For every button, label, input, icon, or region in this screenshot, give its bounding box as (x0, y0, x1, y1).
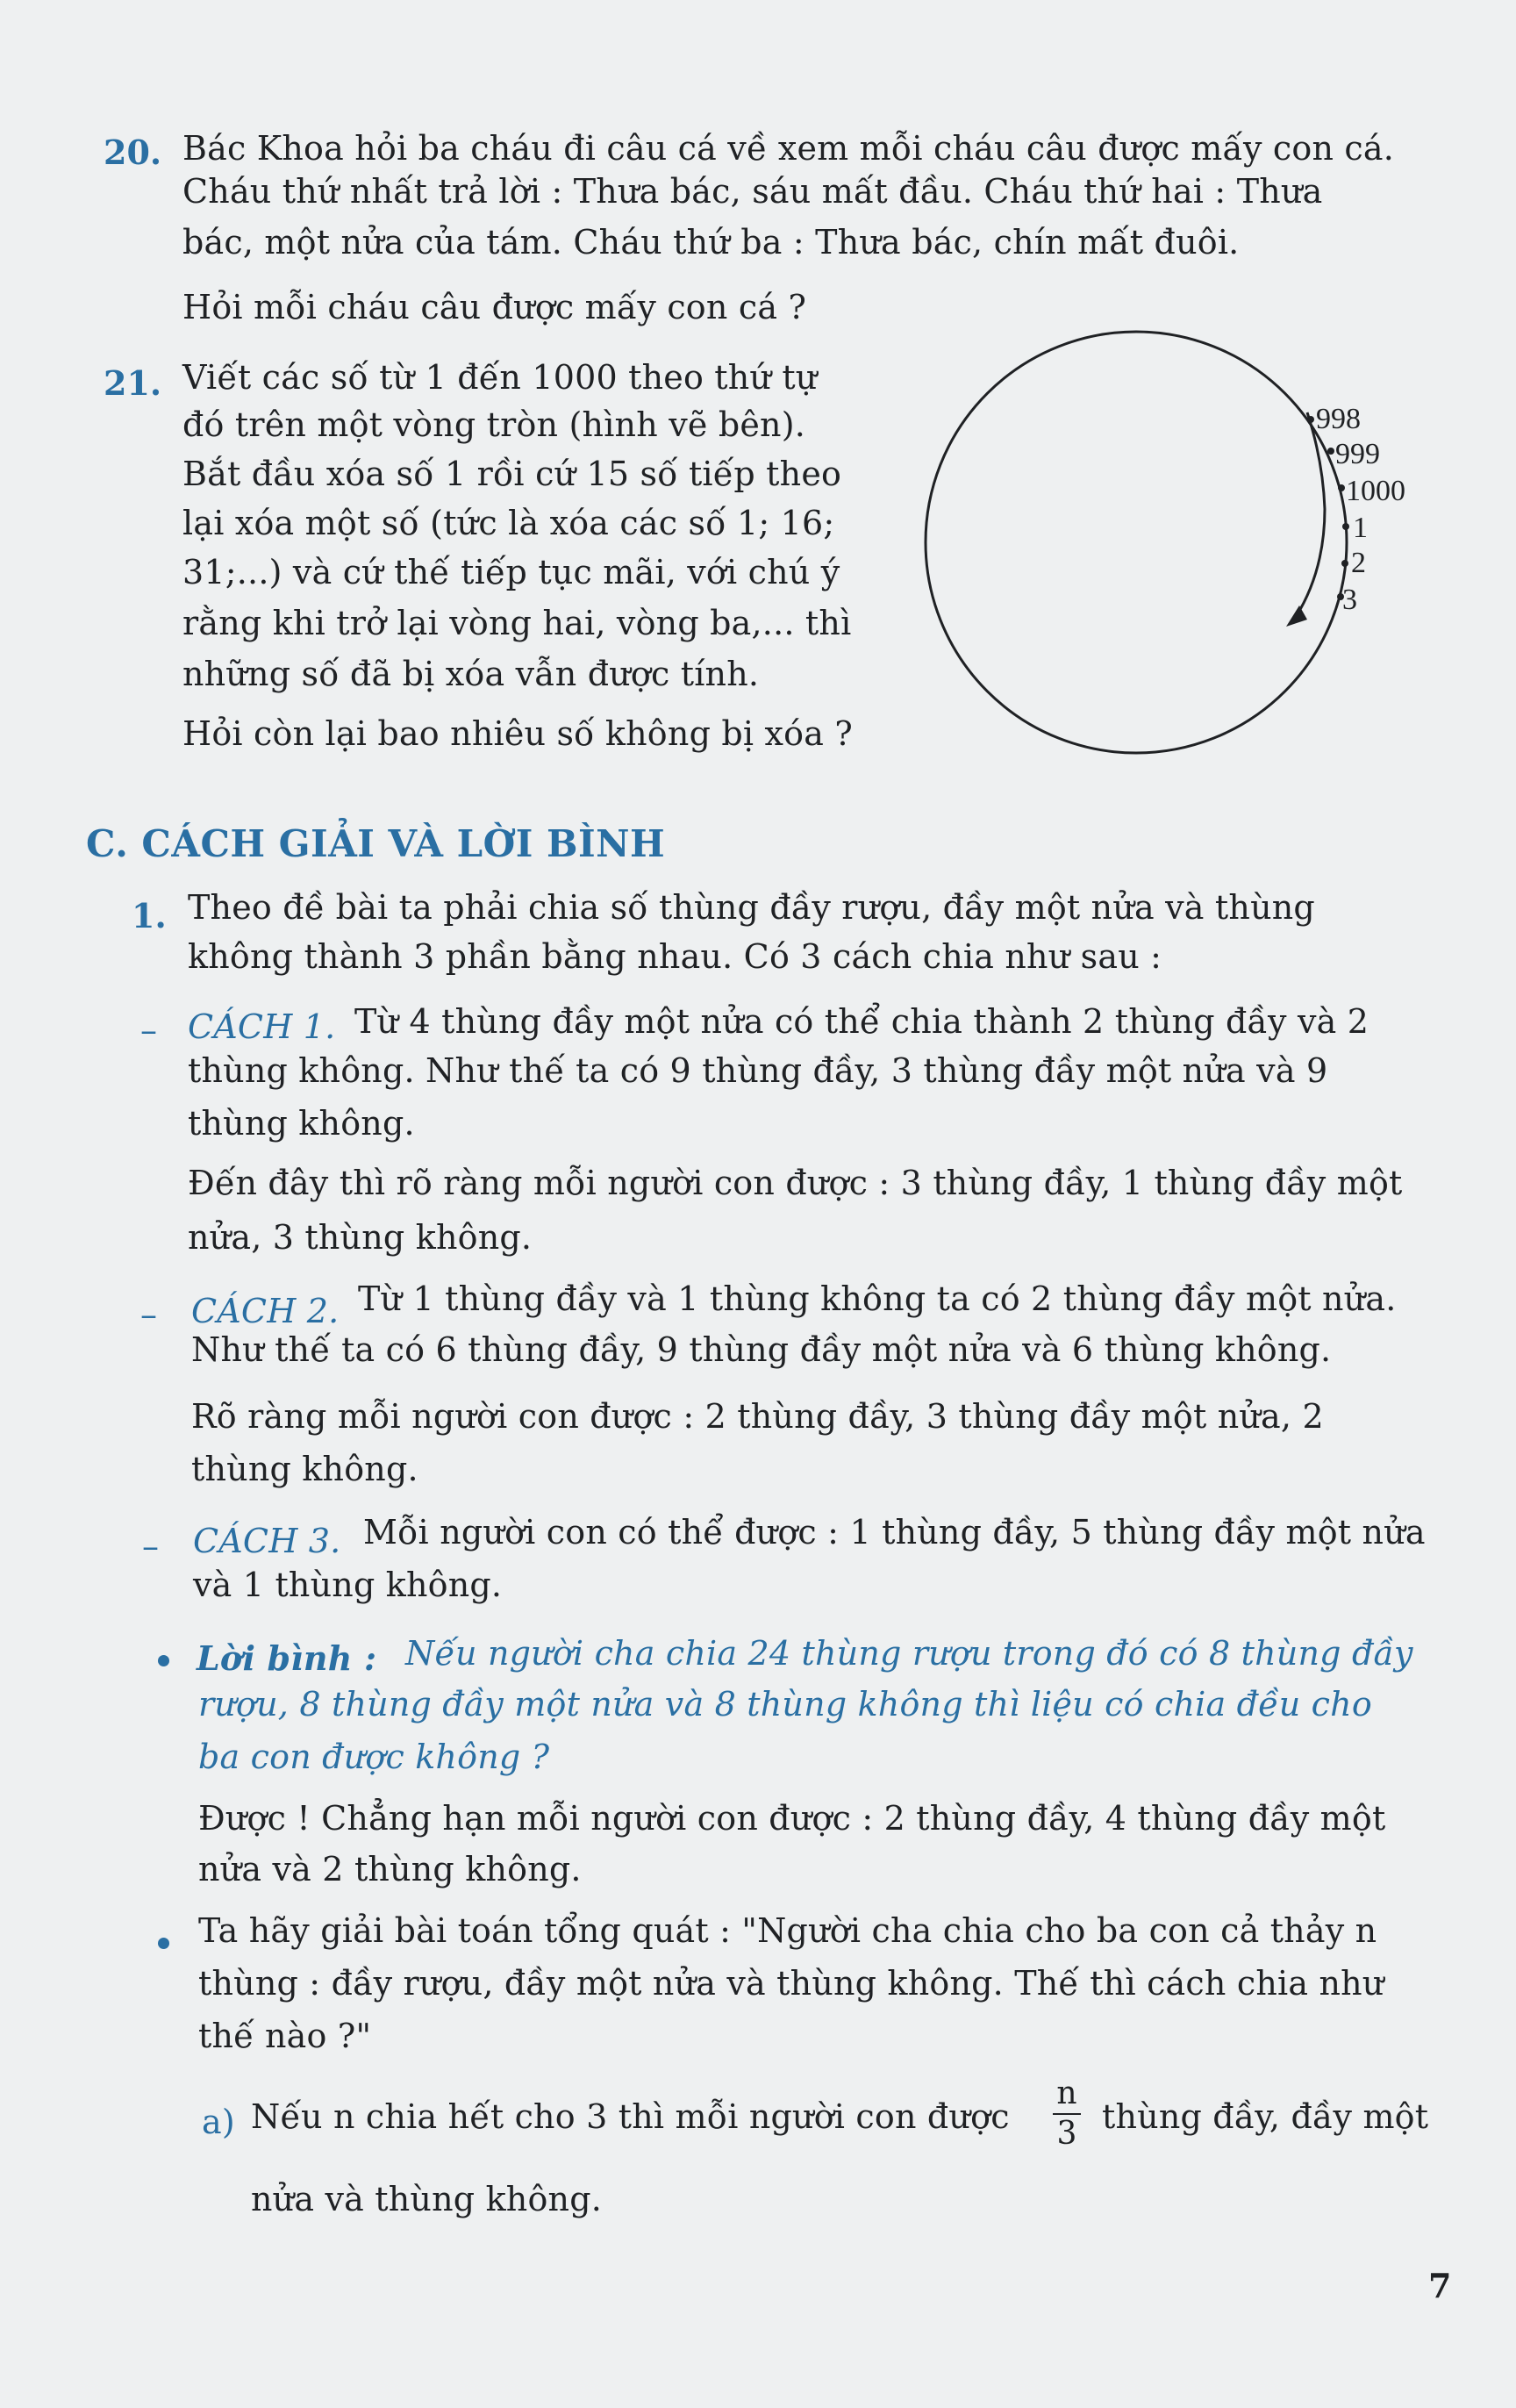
fraction-numerator: n (1056, 2075, 1077, 2111)
fraction-bar (1053, 2113, 1081, 2115)
general-bullet (158, 1938, 169, 1949)
case-a-text-after: thùng đầy, đầy một (1102, 2097, 1429, 2136)
problem-21-number: 21. (104, 363, 162, 403)
general-line-2: thùng : đầy rượu, đầy một nửa và thùng không. Thế thì cách chia như (198, 1964, 1384, 2003)
section-heading: C. CÁCH GIẢI VÀ LỜI BÌNH (86, 822, 666, 865)
problem-21-line-2: đó trên một vòng tròn (hình vẽ bên). (182, 405, 806, 444)
point-1 (1342, 523, 1349, 530)
point-1000 (1338, 484, 1345, 491)
cach-1-line-1: Từ 4 thùng đầy một nửa có thể chia thành 2 thùng đầy và 2 (354, 1002, 1369, 1041)
cach-1-label: CÁCH 1. (188, 1007, 336, 1046)
direction-arrowhead (1286, 606, 1307, 627)
problem-21-line-4: lại xóa một số (tức là xóa các số 1; 16; (182, 504, 835, 542)
cach-1-line-4: Đến đây thì rõ ràng mỗi người con được : 3 thùng đầy, 1 thùng đầy một (188, 1164, 1403, 1202)
problem-20-line-1: Bác Khoa hỏi ba cháu đi câu cá về xem mỗi cháu câu được mấy con cá. (182, 129, 1395, 168)
loi-binh-answer-1: Được ! Chẳng hạn mỗi người con được : 2 thùng đầy, 4 thùng đầy một (198, 1799, 1386, 1838)
cach-3-dash: – (142, 1527, 159, 1566)
loi-binh-line-3: ba con được không ? (198, 1738, 550, 1776)
problem-20-line-3: bác, một nửa của tám. Cháu thứ ba : Thưa bác, chín mất đuôi. (182, 223, 1240, 262)
label-999: 999 (1335, 438, 1380, 470)
case-a-text-before: Nếu n chia hết cho 3 thì mỗi người con được (251, 2097, 1010, 2136)
problem-20-question: Hỏi mỗi cháu câu được mấy con cá ? (182, 288, 807, 326)
solution-1-number: 1. (132, 896, 167, 935)
cach-1-line-5: nửa, 3 thùng không. (188, 1218, 533, 1257)
cach-2-label: CÁCH 2. (191, 1292, 340, 1330)
label-998: 998 (1316, 403, 1361, 435)
cach-2-dash: – (140, 1295, 157, 1334)
solution-1-intro-2: không thành 3 phần bằng nhau. Có 3 cách chia như sau : (188, 937, 1162, 976)
page-number: 7 (1428, 2266, 1452, 2305)
label-1: 1 (1353, 512, 1368, 544)
problem-21-question: Hỏi còn lại bao nhiêu số không bị xóa ? (182, 714, 853, 753)
case-a-label: a) (202, 2103, 235, 2141)
number-circle (926, 332, 1347, 753)
solution-1-intro-1: Theo đề bài ta phải chia số thùng đầy rượu, đầy một nửa và thùng (188, 888, 1315, 927)
point-998 (1307, 416, 1314, 423)
general-line-1: Ta hãy giải bài toán tổng quát : "Người cha chia cho ba con cả thảy n (198, 1911, 1377, 1950)
point-2 (1341, 560, 1348, 567)
cach-2-line-2: Như thế ta có 6 thùng đầy, 9 thùng đầy một nửa và 6 thùng không. (191, 1330, 1332, 1369)
problem-21-line-3: Bắt đầu xóa số 1 rồi cứ 15 số tiếp theo (182, 455, 842, 493)
loi-binh-bullet (158, 1655, 169, 1666)
problem-20-number: 20. (104, 133, 162, 172)
circle-figure (904, 316, 1430, 772)
loi-binh-label: Lời bình : (197, 1638, 377, 1678)
cach-3-label: CÁCH 3. (193, 1522, 341, 1560)
loi-binh-line-1: Nếu người cha chia 24 thùng rượu trong đó có 8 thùng đầy (405, 1634, 1413, 1673)
problem-21-line-6: rằng khi trở lại vòng hai, vòng ba,... thì (182, 604, 852, 642)
cach-3-line-1: Mỗi người con có thể được : 1 thùng đầy, 5 thùng đầy một nửa (363, 1513, 1426, 1552)
problem-21-line-5: 31;...) và cứ thế tiếp tục mãi, với chú ý (182, 553, 840, 591)
label-3: 3 (1342, 584, 1357, 616)
cach-3-line-2: và 1 thùng không. (193, 1566, 503, 1604)
loi-binh-line-2: rượu, 8 thùng đầy một nửa và 8 thùng không thì liệu có chia đều cho (198, 1685, 1372, 1724)
fraction-denominator: 3 (1056, 2116, 1077, 2152)
cach-1-line-3: thùng không. (188, 1104, 415, 1143)
case-a-line-2: nửa và thùng không. (251, 2180, 603, 2218)
cach-2-line-1: Từ 1 thùng đầy và 1 thùng không ta có 2 thùng đầy một nửa. (358, 1279, 1397, 1318)
case-a-fraction (1049, 2076, 1084, 2152)
cach-1-dash: – (140, 1011, 157, 1050)
cach-1-line-2: thùng không. Như thế ta có 9 thùng đầy, 3 thùng đầy một nửa và 9 (188, 1051, 1328, 1090)
cach-2-line-3: Rõ ràng mỗi người con được : 2 thùng đầy, 3 thùng đầy một nửa, 2 (191, 1397, 1324, 1436)
problem-21-line-1: Viết các số từ 1 đến 1000 theo thứ tự (182, 358, 818, 397)
loi-binh-answer-2: nửa và 2 thùng không. (198, 1850, 582, 1888)
general-line-3: thế nào ?" (198, 2017, 372, 2055)
label-1000: 1000 (1346, 475, 1405, 507)
label-2: 2 (1351, 547, 1366, 579)
problem-20-line-2: Cháu thứ nhất trả lời : Thưa bác, sáu mất đầu. Cháu thứ hai : Thưa (182, 172, 1323, 211)
problem-21-line-7: những số đã bị xóa vẫn được tính. (182, 655, 760, 693)
point-999 (1327, 448, 1334, 455)
cach-2-line-4: thùng không. (191, 1450, 418, 1488)
